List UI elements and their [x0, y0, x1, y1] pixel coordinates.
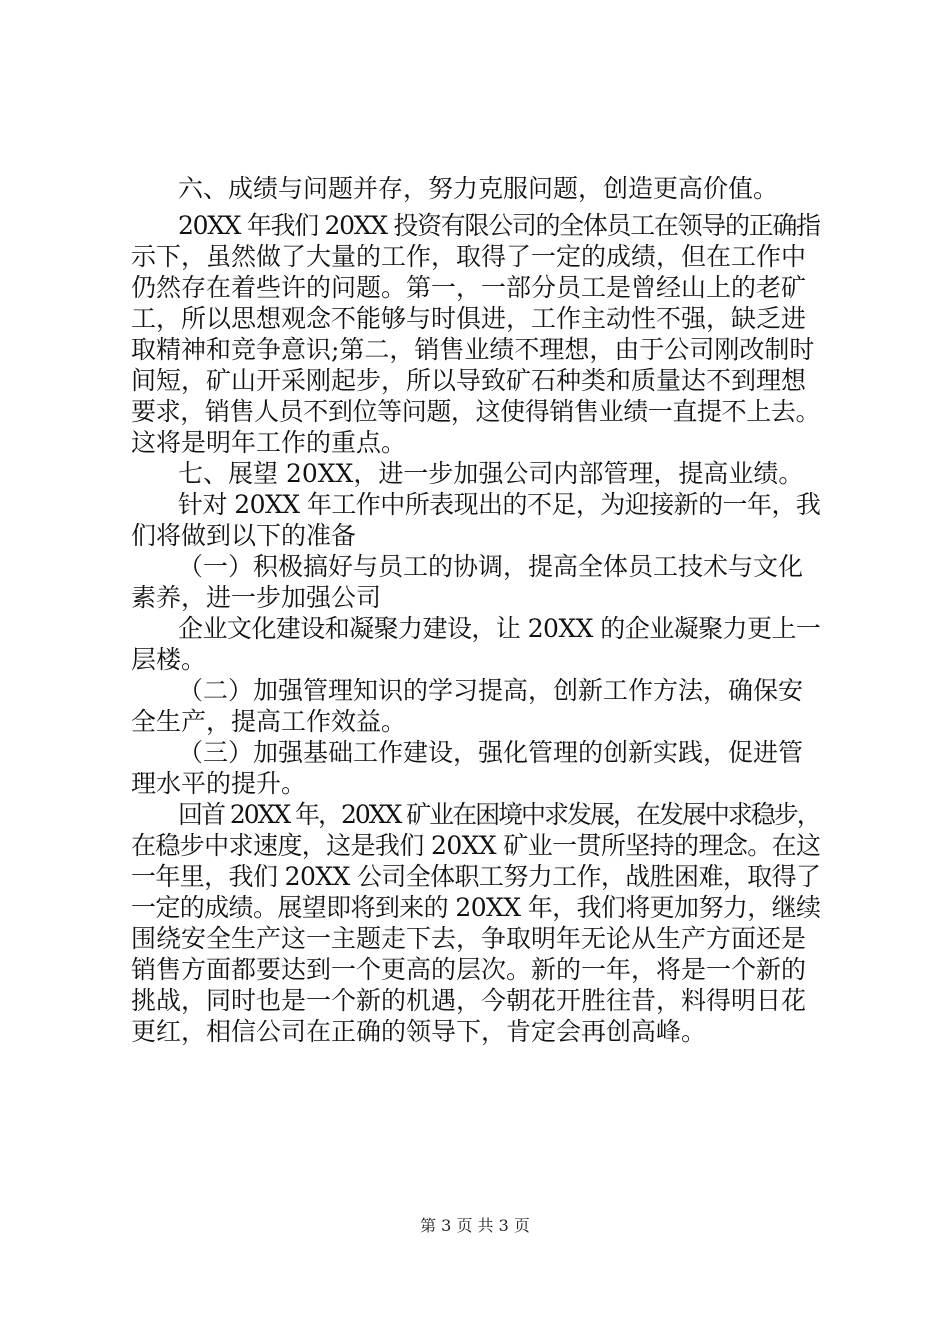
section-heading-6: 六、成绩与问题并存，努力克服问题，创造更高价值。 [178, 174, 779, 203]
list-item-3: （三）加强基础工作建设，强化管理的创新实践，促进管 [178, 738, 804, 767]
paragraph-line: 在稳步中求速度，这是我们 20XX 矿业一贯所坚持的理念。在这 [131, 831, 821, 860]
paragraph-line: 要求，销售人员不到位等问题，这使得销售业绩一直提不上去。 [131, 397, 821, 426]
paragraph-line: 企业文化建设和凝聚力建设，让 20XX 的企业凝聚力更上一 [178, 614, 821, 643]
paragraph-line: 素养，进一步加强公司 [131, 583, 382, 612]
list-item-1: （一）积极搞好与员工的协调，提高全体员工技术与文化 [178, 552, 804, 581]
page-number-footer: 第 3 页 共 3 页 [420, 1216, 530, 1235]
paragraph-line: 回首 20XX 年，20XX 矿业在困境中求发展，在发展中求稳步， [178, 800, 820, 829]
paragraph-line: 挑战，同时也是一个新的机遇，今朝花开胜往昔，料得明日花 [131, 986, 807, 1015]
paragraph-line: 更红，相信公司在正确的领导下，肯定会再创高峰。 [131, 1017, 707, 1046]
list-item-2: （二）加强管理知识的学习提高，创新工作方法，确保安 [178, 676, 804, 705]
paragraph-line: 理水平的提升。 [131, 769, 307, 798]
paragraph-line: 全生产，提高工作效益。 [131, 707, 407, 736]
paragraph-line: 这将是明年工作的重点。 [131, 428, 407, 457]
paragraph-line: 仍然存在着些许的问题。第一，一部分员工是曾经山上的老矿 [131, 273, 807, 302]
paragraph-line: 们将做到以下的准备 [131, 521, 357, 550]
paragraph-line: 围绕安全生产这一主题走下去，争取明年无论从生产方面还是 [131, 924, 807, 953]
paragraph-line: 一年里，我们 20XX 公司全体职工努力工作，战胜困难，取得了 [131, 862, 821, 891]
paragraph-line: 示下，虽然做了大量的工作，取得了一定的成绩，但在工作中 [131, 242, 807, 271]
section-heading-7: 七、展望 20XX，进一步加强公司内部管理，提高业绩。 [178, 459, 804, 488]
paragraph-line: 销售方面都要达到一个更高的层次。新的一年，将是一个新的 [131, 955, 807, 984]
paragraph-line: 层楼。 [131, 645, 207, 674]
paragraph-line: 取精神和竞争意识;第二，销售业绩不理想，由于公司刚改制时 [131, 335, 815, 364]
paragraph-line: 20XX 年我们 20XX 投资有限公司的全体员工在领导的正确指 [178, 211, 820, 240]
paragraph-line: 工，所以思想观念不能够与时俱进，工作主动性不强，缺乏进 [131, 304, 807, 333]
paragraph-line: 间短，矿山开采刚起步，所以导致矿石种类和质量达不到理想 [131, 366, 807, 395]
paragraph-line: 一定的成绩。展望即将到来的 20XX 年，我们将更加努力，继续 [131, 893, 821, 922]
paragraph-line: 针对 20XX 年工作中所表现出的不足，为迎接新的一年，我 [178, 490, 821, 519]
